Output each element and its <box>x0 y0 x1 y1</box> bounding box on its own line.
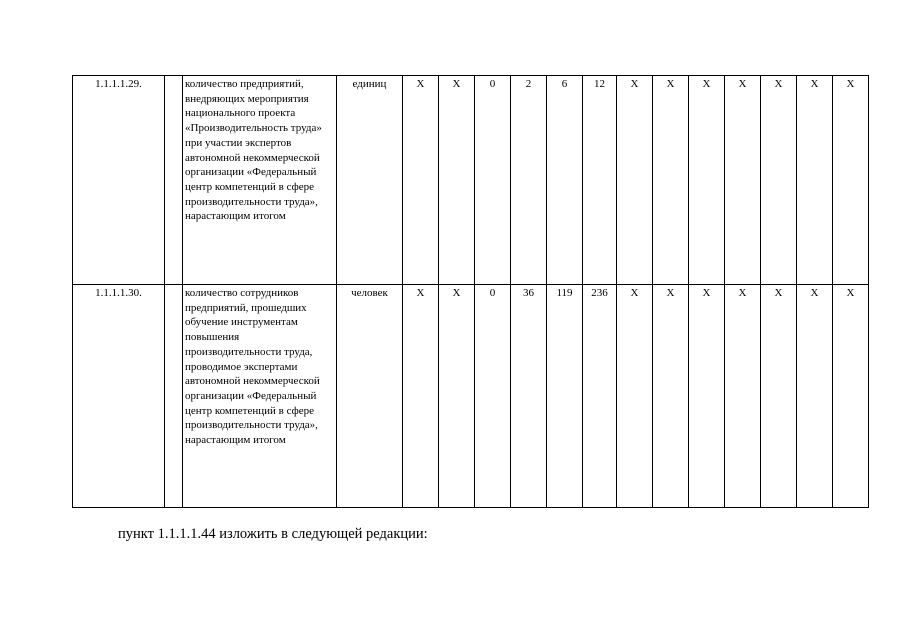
value-cell: X <box>689 76 725 285</box>
value-cell: 0 <box>475 285 511 508</box>
value-cell: 6 <box>547 76 583 285</box>
value-cell: 236 <box>583 285 617 508</box>
value-cell: X <box>617 285 653 508</box>
table-body <box>73 76 869 508</box>
blank-cell <box>165 76 183 285</box>
value-cell: X <box>833 285 869 508</box>
indicator-description-cell: количество предприятий, внедряющих мероприятия национального проекта «Производительность труда» при участии экспертов автономной некоммерческой организации «Федеральный центр компетенций в сфере производительности труда», нарастающим итогом <box>183 76 337 285</box>
value-cell: X <box>439 285 475 508</box>
unit-cell: человек <box>337 285 403 508</box>
row-number-cell: 1.1.1.1.29. <box>73 76 165 285</box>
indicator-description-cell: количество сотрудников предприятий, прошедших обучение инструментам повышения производительности труда, проводимое экспертами автономной некоммерческой организации «Федеральный центр компетенций в сфере производительности труда», нарастающим итогом <box>183 285 337 508</box>
value-cell: X <box>439 76 475 285</box>
table-row <box>73 76 869 285</box>
value-cell: X <box>403 76 439 285</box>
value-cell: 119 <box>547 285 583 508</box>
blank-cell <box>165 285 183 508</box>
value-cell: 36 <box>511 285 547 508</box>
value-cell: X <box>617 76 653 285</box>
value-cell: 0 <box>475 76 511 285</box>
table-row <box>73 285 869 508</box>
value-cell: X <box>761 76 797 285</box>
value-cell: X <box>725 285 761 508</box>
unit-cell: единиц <box>337 76 403 285</box>
instruction-text: пункт 1.1.1.1.44 изложить в следующей редакции: <box>118 526 428 542</box>
value-cell: X <box>797 76 833 285</box>
value-cell: X <box>761 285 797 508</box>
value-cell: 2 <box>511 76 547 285</box>
value-cell: 12 <box>583 76 617 285</box>
value-cell: X <box>833 76 869 285</box>
indicators-table <box>72 75 869 508</box>
row-number-cell: 1.1.1.1.30. <box>73 285 165 508</box>
value-cell: X <box>725 76 761 285</box>
value-cell: X <box>797 285 833 508</box>
value-cell: X <box>689 285 725 508</box>
value-cell: X <box>403 285 439 508</box>
value-cell: X <box>653 76 689 285</box>
value-cell: X <box>653 285 689 508</box>
